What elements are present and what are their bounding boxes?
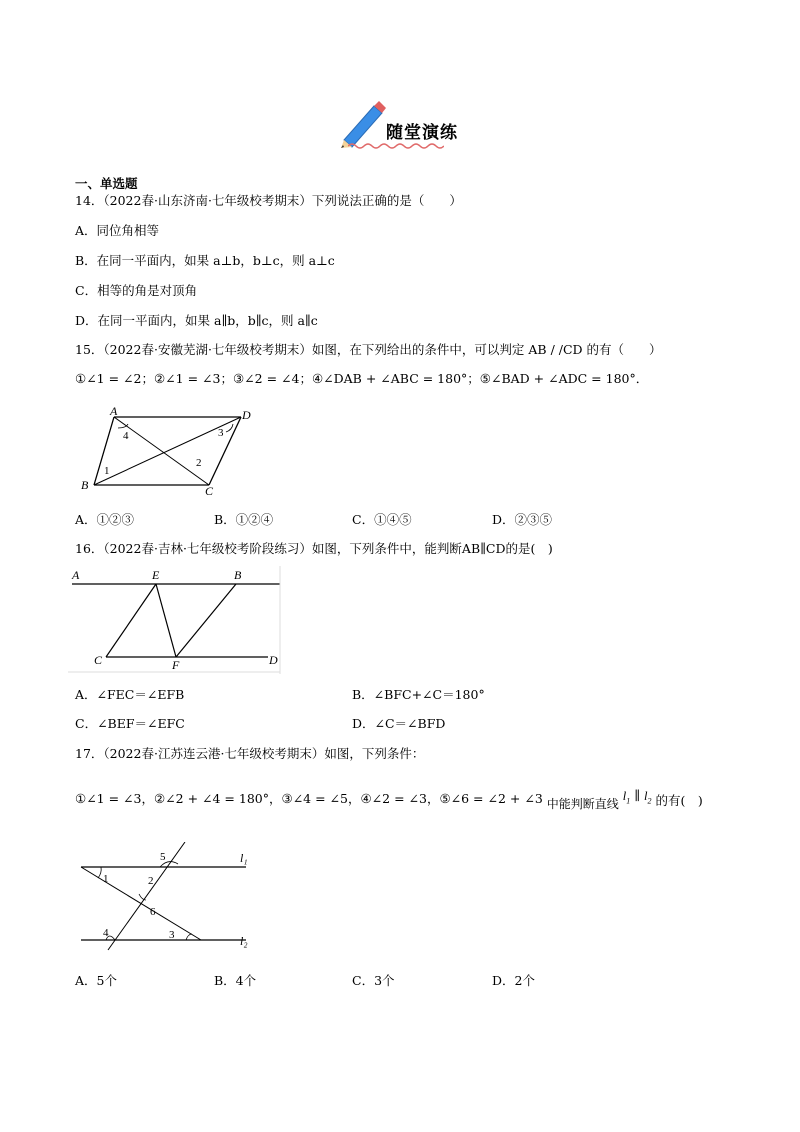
q15-option-c[interactable]: C．①④⑤ <box>352 512 412 527</box>
q17-conditions-line <box>75 788 703 816</box>
q15-label-c: C <box>205 484 214 498</box>
q17-label-2: 2 <box>148 875 154 887</box>
q16-label-f: F <box>172 658 180 672</box>
q15-option-a[interactable]: A．①②③ <box>75 512 135 527</box>
q17-conditions: ①∠1 = ∠3，②∠2 + ∠4 = 180°，③∠4 = ∠5，④∠2 = ∠3，⑤∠6 = ∠2 + ∠3 <box>75 791 543 806</box>
q17-option-b[interactable]: B．4个 <box>214 973 257 988</box>
q14-stem: 14．（2022春·山东济南·七年级校考期末）下列说法正确的是（ ） <box>75 193 462 208</box>
q16-option-a[interactable]: A．∠FEC＝∠EFB <box>75 687 185 702</box>
q15-stem: 15．（2022春·安徽芜湖·七年级校考期末）如图，在下列给出的条件中，可以判定 AB / /CD 的有（ ） <box>75 342 662 357</box>
pencil-icon <box>338 98 386 148</box>
banner-underline <box>348 142 444 150</box>
q15-label-1: 1 <box>104 465 110 477</box>
q14-option-d[interactable]: D．在同一平面内，如果 a∥b，b∥c，则 a∥c <box>75 313 318 328</box>
q14-option-c[interactable]: C．相等的角是对顶角 <box>75 283 198 298</box>
q17-option-a[interactable]: A．5个 <box>75 973 117 988</box>
q17-label-3: 3 <box>169 929 175 941</box>
q17-option-d[interactable]: D．2个 <box>492 973 535 988</box>
q16-option-c[interactable]: C．∠BEF＝∠EFC <box>75 716 185 731</box>
q16-figure <box>68 566 283 674</box>
q17-label-6: 6 <box>150 906 156 918</box>
q15-conditions: ①∠1 = ∠2；②∠1 = ∠3；③∠2 = ∠4；④∠DAB + ∠ABC = 180°；⑤∠BAD + ∠ADC = 180°． <box>75 371 649 386</box>
q17-conclusion-prefix: 中能判断直线 <box>546 797 619 811</box>
q17-label-4: 4 <box>103 927 109 939</box>
q15-figure <box>76 404 276 499</box>
q14-option-b[interactable]: B．在同一平面内，如果 a⊥b，b⊥c，则 a⊥c <box>75 253 335 268</box>
q16-option-d[interactable]: D．∠C＝∠BFD <box>352 716 446 731</box>
q17-label-5: 5 <box>160 851 166 863</box>
q17-l2: $l_2$ <box>644 789 652 806</box>
q16-option-b[interactable]: B．∠BFC+∠C＝180° <box>352 687 485 702</box>
q15-option-d[interactable]: D．②③⑤ <box>492 512 553 527</box>
q15-label-d: D <box>242 408 251 422</box>
q15-label-b: B <box>81 478 89 492</box>
q17-stem: 17．（2022春·江苏连云港·七年级校考期末）如图，下列条件： <box>75 746 425 761</box>
q17-label-1: 1 <box>103 873 109 885</box>
q17-l1: $l_1$ <box>622 789 631 806</box>
q15-label-4: 4 <box>123 430 129 442</box>
q15-label-2: 2 <box>196 457 202 469</box>
q16-stem: 16．（2022春·吉林·七年级校考阶段练习）如图，下列条件中，能判断AB∥CD的是( ) <box>75 541 553 556</box>
q17-label-l2: l₂ <box>240 934 248 948</box>
q16-label-e: E <box>152 568 160 582</box>
section-title: 一、单选题 <box>75 176 138 191</box>
q16-label-c: C <box>94 653 103 667</box>
q15-label-3: 3 <box>218 427 224 439</box>
q16-label-a: A <box>72 568 80 582</box>
q17-label-l1: l₁ <box>240 851 248 865</box>
banner-title: 随堂演练 <box>386 123 458 143</box>
q17-option-c[interactable]: C．3个 <box>352 973 395 988</box>
q17-figure <box>78 842 268 952</box>
q15-option-b[interactable]: B．①②④ <box>214 512 274 527</box>
banner <box>338 98 478 150</box>
q16-label-d: D <box>269 653 278 667</box>
q16-label-b: B <box>234 568 242 582</box>
q17-conclusion-suffix: 的有( ) <box>655 793 703 808</box>
q15-label-a: A <box>110 404 118 418</box>
q17-parallel: ∥ <box>634 789 641 803</box>
q14-option-a[interactable]: A．同位角相等 <box>75 223 160 238</box>
